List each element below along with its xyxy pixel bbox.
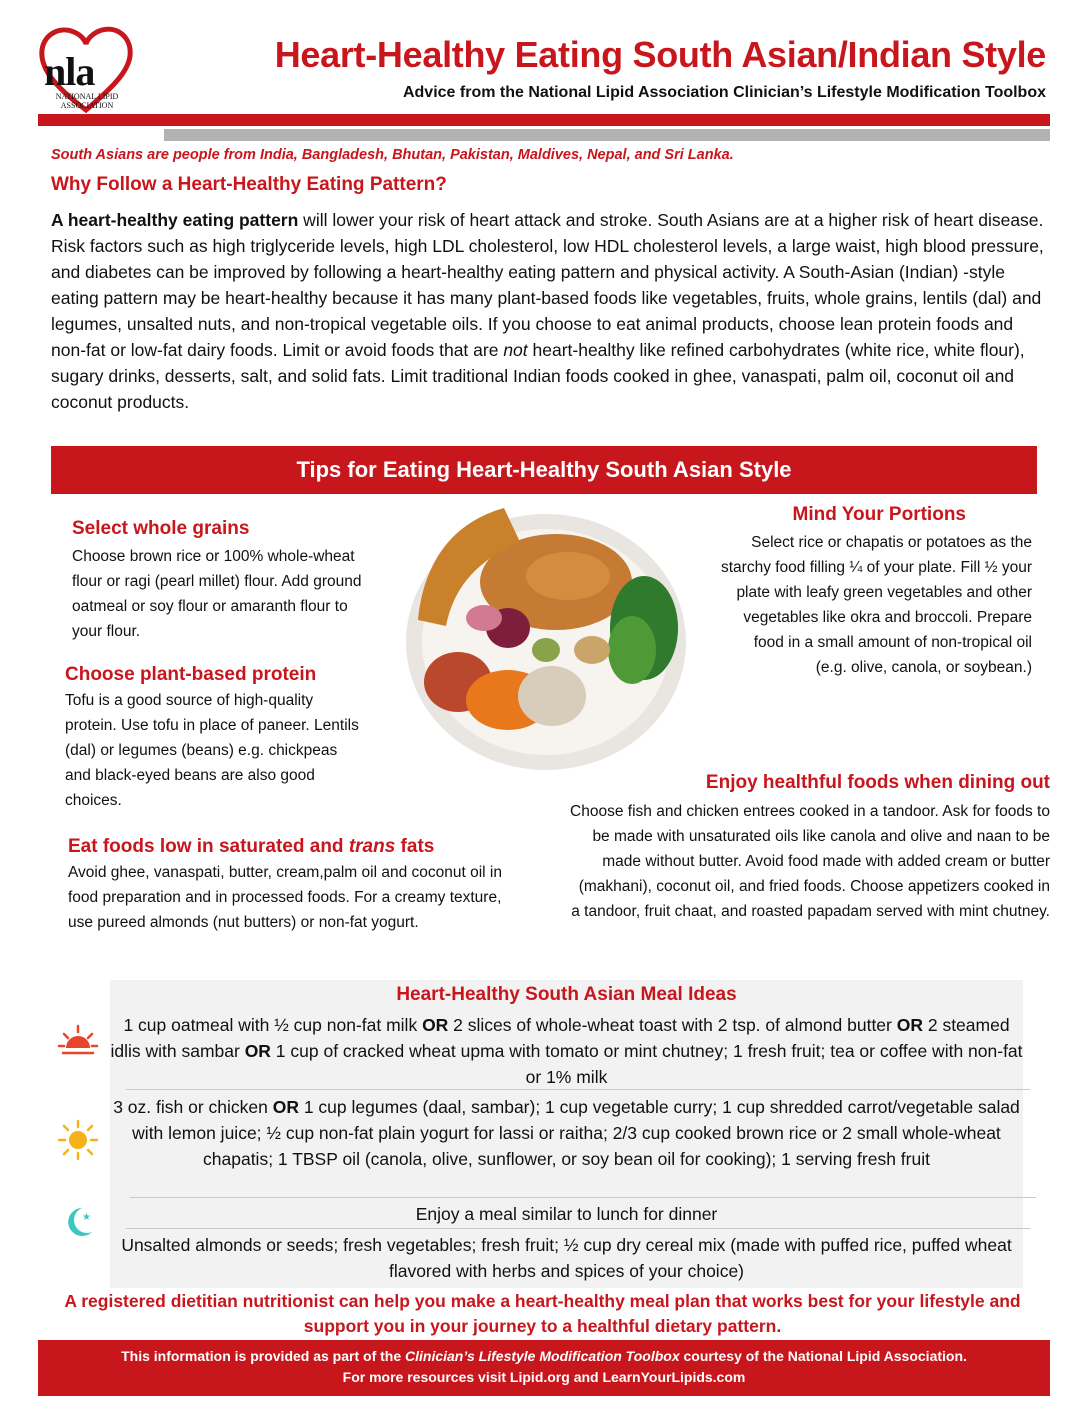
fats-heading-b: fats: [395, 836, 435, 857]
breakfast-text-2: 2 slices of whole-wheat toast with 2 tsp. of almond butter: [448, 1015, 897, 1035]
dietitian-note: A registered dietitian nutritionist can help you make a heart-healthy meal plan that works best for your lifestyle and support you in your journey to a healthful dietary pattern.: [64, 1291, 1021, 1336]
footer-bar: [38, 1340, 1050, 1396]
whole-grains-body: Choose brown rice or 100% whole-wheat flour or ragi (pearl millet) flour. Add ground oatmeal or soy flour or amaranth flour to your flour.: [72, 548, 362, 640]
why-text-2: heart-healthy like refined carbohydrates (white rice, white flour), sugary drinks, desserts, salt, and solid fats. Limit traditional Indian foods cooked in ghee, vanaspati, palm oil, coconut oil and coconut products.: [51, 340, 1025, 412]
footer-text-a: This information is provided as part of the: [121, 1348, 406, 1364]
logo-letters: nla: [44, 49, 95, 94]
or-label: OR: [422, 1015, 449, 1035]
portions-body: Select rice or chapatis or potatoes as the starchy food filling ¼ of your plate. Fill ½ your plate with leafy green vegetables and other vegetables like okra and broccoli. Prepare food in a small amount of non-tropical oil (e.g. olive, canola, or soybean.): [720, 534, 1032, 676]
why-emphasis: not: [503, 340, 528, 360]
fats-heading-em: trans: [348, 836, 396, 857]
lunch-row: [110, 1094, 1023, 1172]
sunrise-icon: [56, 1020, 100, 1064]
snack-row: Unsalted almonds or seeds; fresh vegetables; fresh fruit; ½ cup dry cereal mix (made with puffed rice, puffed wheat flavored with herbs and spices of your choice): [121, 1235, 1012, 1281]
breakfast-text-1: 1 cup oatmeal with ½ cup non-fat milk: [123, 1015, 423, 1035]
breakfast-text-3: 2 steamed idlis with sambar: [110, 1015, 1010, 1061]
whole-grains-heading: Select whole grains: [72, 518, 250, 539]
page-subtitle: Advice from the National Lipid Association Clinician’s Lifestyle Modification Toolbox: [402, 84, 1046, 101]
why-text-1: will lower your risk of heart attack and stroke. South Asians are at a higher risk of heart disease. Risk factors such as high triglyceride levels, high LDL cholesterol, low HDL cholesterol levels, a large waist, high blood pressure, and diabetes can be improved by following a heart-healthy eating pattern and physical activity. A South-Asian (Indian) -style eating pattern may be heart-healthy because it has many plant-based foods like vegetables, fruits, whole grains, lentils (dal) and legumes, unsalted nuts, and non-tropical vegetable oils. If you choose to eat animal products, choose lean protein foods and non-fat or low-fat dairy foods. Limit or avoid foods that are: [51, 210, 1044, 360]
fats-body: Avoid ghee, vanaspati, butter, cream,palm oil and coconut oil in food preparation and in processed foods. For a creamy texture, use pureed almonds (nut butters) or non-fat yogurt.: [68, 864, 502, 931]
sun-icon: [56, 1118, 100, 1162]
meal-separator: [130, 1197, 1036, 1198]
why-lead: A heart-healthy eating pattern: [51, 210, 299, 230]
dining-out-body: Choose fish and chicken entrees cooked in a tandoor. Ask for foods to be made with unsaturated oils like canola and olive and naan to be made without butter. Avoid food made with added cream or butter (makhani), coconut oil, and fried foods. Choose appetizers cooked in a tandoor, fruit chaat, and roasted papadam served with mint chutney.: [570, 803, 1050, 920]
logo-organization-name: NATIONAL LIPID ASSOCIATION: [55, 92, 119, 110]
or-label: OR: [896, 1015, 923, 1035]
lunch-text-2: 1 cup legumes (daal, sambar); 1 cup vegetable curry; 1 cup shredded carrot/vegetable salad with lemon juice; ½ cup non-fat plain yogurt for lassi or raitha; 2/3 cup cooked brown rice or 2 small whole-wheat chapatis; 1 TBSP oil (canola, olive, sunflower, or soy bean oil for cooking); 1 serving fresh fruit: [132, 1097, 1020, 1169]
svg-text:★: ★: [82, 1212, 91, 1223]
or-label: OR: [244, 1041, 271, 1061]
moon-icon: [56, 1200, 100, 1244]
footer-line-1: [38, 1346, 1050, 1367]
fats-heading: [68, 836, 434, 858]
dining-out-heading: Enjoy healthful foods when dining out: [705, 772, 1050, 793]
portions-heading: Mind Your Portions: [792, 504, 966, 525]
footer-text-b: courtesy of the National Lipid Association.: [679, 1348, 967, 1364]
tips-banner: Tips for Eating Heart-Healthy South Asian Style: [51, 446, 1037, 494]
plant-protein-body: Tofu is a good source of high-quality protein. Use tofu in place of paneer. Lentils (dal) or legumes (beans) e.g. chickpeas and black-eyed beans are also good choices.: [65, 692, 359, 809]
food-bowl-image: [396, 500, 694, 775]
plant-protein-heading: Choose plant-based protein: [65, 664, 317, 685]
lunch-text-1: 3 oz. fish or chicken: [113, 1097, 273, 1117]
why-heading: Why Follow a Heart-Healthy Eating Pattern?: [51, 174, 447, 195]
intro-line: South Asians are people from India, Bangladesh, Bhutan, Pakistan, Maldives, Nepal, and Sri Lanka.: [51, 147, 734, 163]
dinner-row: Enjoy a meal similar to lunch for dinner: [415, 1204, 718, 1224]
page-title: Heart-Healthy Eating South Asian/Indian Style: [274, 34, 1046, 75]
footer-toolbox-name: Clinician’s Lifestyle Modification Toolbox: [405, 1348, 680, 1364]
meal-separator: [126, 1089, 1030, 1090]
why-paragraph: [51, 207, 1046, 415]
or-label: OR: [272, 1097, 299, 1117]
header-red-bar: [38, 114, 1050, 126]
meal-separator: [126, 1228, 1030, 1229]
breakfast-text-4: 1 cup of cracked wheat upma with tomato or mint chutney; 1 fresh fruit; tea or coffee with non-fat or 1% milk: [270, 1041, 1023, 1087]
header-gray-bar: [164, 129, 1050, 141]
fats-heading-a: Eat foods low in saturated and: [68, 836, 349, 857]
footer-line-2: For more resources visit Lipid.org and LearnYourLipids.com: [342, 1369, 746, 1385]
breakfast-row: [110, 1012, 1023, 1090]
meal-ideas-title: Heart-Healthy South Asian Meal Ideas: [396, 984, 737, 1005]
